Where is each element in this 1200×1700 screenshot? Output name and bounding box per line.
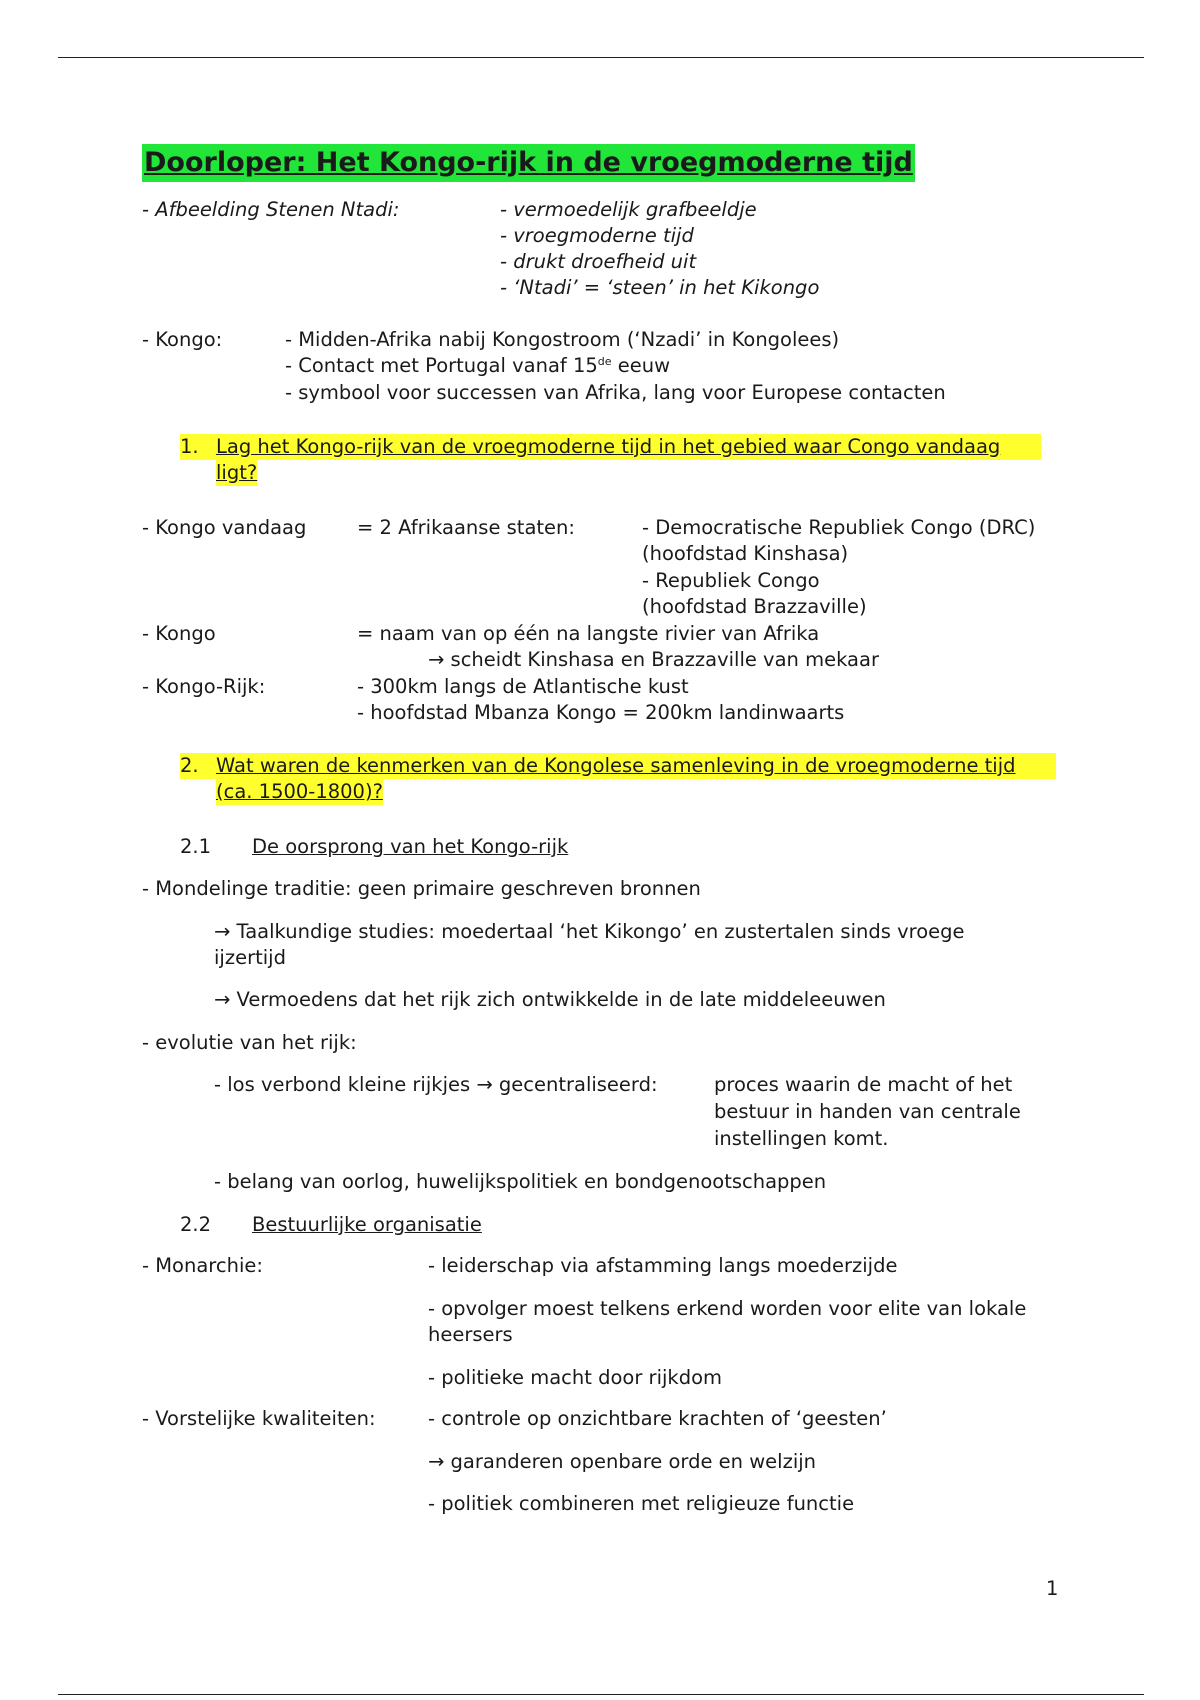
ntadi-item-3: - drukt droefheid uit [500, 250, 697, 273]
war-politics: - belang van oorlog, huwelijkspolitiek en bondgenootschappen [214, 1170, 827, 1193]
monarchy-item-2b: heersers [428, 1323, 513, 1346]
page-number: 1 [1046, 1577, 1059, 1600]
river-note: → scheidt Kinshasa en Brazzaville van mekaar [428, 648, 879, 671]
kongo-line-2 [285, 353, 670, 379]
page-title: Doorloper: Het Kongo-rijk in de vroegmoderne tijd [142, 144, 915, 182]
section-2-2-number: 2.2 [180, 1213, 212, 1236]
state-2: - Republiek Congo [642, 569, 820, 592]
kongo-line-2-end: eeuw [611, 354, 671, 377]
question-1-line-2: ligt? [216, 461, 258, 484]
monarchy-item-1: - leiderschap via afstamming langs moederzijde [428, 1254, 898, 1277]
royal-item-1: - controle op onzichtbare krachten of ‘geesten’ [428, 1407, 887, 1430]
state-1-capital: (hoofdstad Kinshasa) [642, 542, 849, 565]
linguistic-studies-2: ijzertijd [214, 946, 286, 969]
oral-tradition: - Mondelinge traditie: geen primaire geschreven bronnen [142, 877, 701, 900]
ntadi-label: - Afbeelding Stenen Ntadi: [142, 198, 400, 221]
ntadi-item-2: - vroegmoderne tijd [500, 224, 694, 247]
royal-item-2: → garanderen openbare orde en welzijn [428, 1450, 817, 1473]
royal-item-3: - politiek combineren met religieuze functie [428, 1492, 855, 1515]
kongo-line-2-text: - Contact met Portugal vanaf 15 [285, 354, 598, 377]
ntadi-item-4: - ‘Ntadi’ = ‘steen’ in het Kikongo [500, 276, 820, 299]
linguistic-studies-1: → Taalkundige studies: moedertaal ‘het Kikongo’ en zustertalen sinds vroege [214, 920, 965, 943]
river-label: - Kongo [142, 622, 216, 645]
rijk-label: - Kongo-Rijk: [142, 675, 266, 698]
evolution-item: - los verbond kleine rijkjes → gecentraliseerd: [214, 1073, 658, 1096]
question-1-line-1: Lag het Kongo-rijk van de vroegmoderne tijd in het gebied waar Congo vandaag [216, 434, 1041, 460]
question-2-line-2: (ca. 1500-1800)? [216, 780, 383, 803]
section-2-2-title: Bestuurlijke organisatie [252, 1213, 482, 1236]
definition-line-1: proces waarin de macht of het [714, 1073, 1013, 1096]
top-rule [58, 57, 1144, 58]
suspicion: → Vermoedens dat het rijk zich ontwikkelde in de late middeleeuwen [214, 988, 886, 1011]
kongo-label: - Kongo: [142, 328, 223, 351]
ntadi-item-1: - vermoedelijk grafbeeldje [500, 198, 757, 221]
kongo-line-2-sup: de [597, 355, 612, 368]
monarchy-label: - Monarchie: [142, 1254, 263, 1277]
kongo-today-label: - Kongo vandaag [142, 516, 307, 539]
kongo-today-eq: = 2 Afrikaanse staten: [357, 516, 575, 539]
state-1: - Democratische Republiek Congo (DRC) [642, 516, 1036, 539]
question-2-line-1: Wat waren de kenmerken van de Kongolese samenleving in de vroegmoderne tijd [216, 753, 1056, 779]
river-eq: = naam van op één na langste rivier van Afrika [357, 622, 820, 645]
rijk-line-2: - hoofdstad Mbanza Kongo = 200km landinwaarts [357, 701, 845, 724]
evolution-label: - evolutie van het rijk: [142, 1031, 357, 1054]
kongo-line-3: - symbool voor successen van Afrika, lang voor Europese contacten [285, 381, 946, 404]
definition-line-3: instellingen komt. [714, 1127, 889, 1150]
bottom-rule [58, 1694, 1144, 1695]
monarchy-item-2a: - opvolger moest telkens erkend worden voor elite van lokale [428, 1297, 1027, 1320]
royal-label: - Vorstelijke kwaliteiten: [142, 1407, 376, 1430]
section-2-1-number: 2.1 [180, 835, 212, 858]
question-1-number: 1. [180, 434, 216, 460]
state-2-capital: (hoofdstad Brazzaville) [642, 595, 867, 618]
section-2-1-title: De oorsprong van het Kongo-rijk [252, 835, 569, 858]
monarchy-item-3: - politieke macht door rijkdom [428, 1366, 723, 1389]
kongo-line-1: - Midden-Afrika nabij Kongostroom (‘Nzadi’ in Kongolees) [285, 328, 840, 351]
rijk-line-1: - 300km langs de Atlantische kust [357, 675, 689, 698]
question-2-number: 2. [180, 753, 216, 779]
definition-line-2: bestuur in handen van centrale [714, 1100, 1021, 1123]
